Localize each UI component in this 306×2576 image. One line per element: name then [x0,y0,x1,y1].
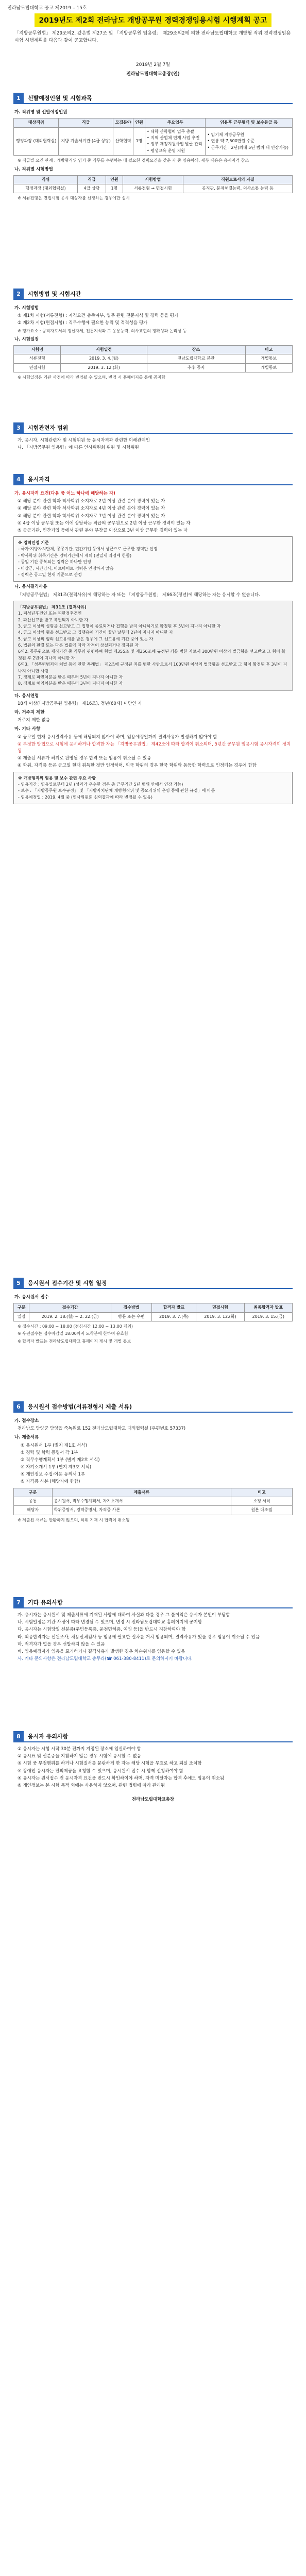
table-header: 장소 [147,346,245,354]
box-line: 「지방공무원법」 제31조 (결격사유) [18,604,87,609]
paragraph: 전라남도 담양군 담양읍 죽녹원로 152 전라남도립대학교 대외협력실 (우편번호 57337) [18,1426,186,1432]
section-7 [13,1597,293,1663]
subheading: 가. 접수장소 [14,1418,39,1423]
box-line: 1. 피성년후견인 또는 피한정후견인 [18,611,82,616]
title-area [13,13,293,27]
paragraph: ① 제1차 시험(서류전형) : 자격요건 충족여부, 업무 관련 전문지식 및 경력 등을 평가 [18,313,179,319]
table-cell: 1명 [133,127,145,156]
subheading: 가. 시험방법 [14,306,39,311]
list-item: ③ 시험 중 부정행위를 하거나 시험질서를 문란하게 한 자는 해당 시험을 무효로 하고 퇴실 조치함 [18,1761,202,1767]
section-header [13,422,293,434]
paragraph: 18세 이상(「지방공무원 임용령」 제16조), 정년(60세) 미만인 자 [18,701,142,706]
table-cell: 응시원서, 직무수행계획서, 자기소개서 [52,1497,231,1505]
box-line: - 임용예정일 : 2019. 4월 중 (인사위원회 심의결과에 따라 변경될 수 있음) [18,794,152,800]
list-item: 다. 응시자는 시험당일 신분증(주민등록증, 운전면허증, 여권 등)을 반드시 지참하여야 함 [18,1627,186,1633]
subheading: 다. 응시연령 [14,693,39,699]
list-item: ① 응시자는 시험 시작 30분 전까지 지정된 장소에 입실하여야 함 [18,1747,141,1752]
table-cell: 2019. 3. 7.(목) [151,1312,196,1321]
application-schedule-table [13,1303,293,1321]
page-title: 2019년도 제2회 전라남도 개방공무원 경력경쟁임용시험 시행계획 공고 [35,13,271,27]
table-cell: 서류전형 → 면접시험 [123,184,183,193]
box-line: 7. 징계로 파면처분을 받은 때부터 5년이 지나지 아니한 자 [18,675,123,680]
box-line: 4. 금고 이상의 형을 선고받고 그 집행유예 기간이 끝난 날부터 2년이 지나지 아니한 자 [18,630,173,635]
list-item: ⑥ 개인정보는 본 시험 목적 외에는 사용하지 않으며, 관련 법령에 따라 관리됨 [18,1783,165,1788]
table-header: 최종합격자 발표 [244,1303,292,1312]
box-line: ※ 경력인정 기준 [18,540,49,546]
box-line: - 보수 : 「지방공무원 보수규정」 및 「지방자치단체 개방형직위 및 공모직위의 운영 등에 관한 규정」에 따름 [18,788,215,793]
subheading: 라. 거주지 제한 [14,710,45,716]
intro-paragraph: 「지방공무원법」 제29조의2, 같은법 제27조 및 「지방공무원 임용령」 제29조의2에 의한 전라남도립대학교 개방형 직위 경력경쟁임용시험 시행계획을 다음과 같이 공고합니다. [14,31,291,44]
table-cell: 1명 [106,184,123,193]
subheading: 가. 응시자격 요건(다음 중 어느 하나에 해당하는 자) [14,491,115,496]
subheading: 가. 직위명 및 선발예정인원 [14,110,67,115]
list-item: 마. 적격자가 없을 경우 선발하지 않을 수 있음 [18,1641,105,1647]
section-title: 응시원서 접수방법(서류전형시 제출 서류) [28,1403,132,1410]
section-2 [13,289,293,382]
table-cell: 공직관, 문제해결능력, 의사소통 능력 등 [183,184,292,193]
table-cell: 해당자 [14,1506,53,1515]
table-header: 구분 [14,1488,53,1497]
list-item: ⑤ 개인정보 수집·이용 동의서 1부 [21,1472,86,1478]
subheading: 나. 시험일정 [14,336,39,342]
table-header: 직급 [59,118,113,127]
box-line: 6의2. 공무원으로 재직기간 중 직무와 관련하여 형법 제355조 및 제356조에 규정된 죄를 범한 자로서 300만원 이상의 벌금형을 선고받고 그 형이 확정된 후 2년이 지나지 아니한 자 [18,649,285,660]
table-header: 시험방법 [123,175,183,184]
table-header: 비고 [245,346,293,354]
section-title: 선발예정인원 및 시험과목 [28,95,92,101]
table-cell: 2019. 2. 18.(월) ~ 2. 22.(금) [29,1312,111,1321]
notice-number: 전라남도립대학교 공고 제2019 – 15호 [7,6,87,11]
box-line: 2. 파산선고를 받고 복권되지 아니한 자 [18,617,89,622]
table-cell: • 대학 산학협력 업무 총괄 • 지역 산업체 연계 사업 추진 • 정부 재정지원사업 발굴 관리 • 평생교육 운영 지원 [145,127,205,156]
section-number: 8 [13,1731,24,1741]
paragraph: ② 해당 분야 관련 학과 석사학위 소지자로 4년 이상 관련 분야 경력이 있는 자 [18,506,165,512]
paragraph: ④ 학위, 자격증 등은 공고일 현재 취득한 것만 인정하며, 외국 학위의 경우 한국 학위와 동등한 학력으로 인정되는 경우에 한함 [18,763,257,769]
section-number: 4 [13,474,24,484]
note: ※ 우편접수는 접수마감일 18:00까지 도착분에 한하여 유효함 [18,1331,129,1336]
issuing-org: 전라남도립대학교총장(인) [126,72,180,77]
table-cell: • 임기제 지방공무원 • 연봉 약 7,500만원 수준 • 근무기간 : 2년(최대 5년 범위 내 연장가능) [206,127,293,156]
table-cell: 공통 [14,1497,53,1505]
table-cell: 4급 상당 [78,184,106,193]
table-header: 주요업무 [145,118,205,127]
box-line: - 비상근, 시간강사, 아르바이트 경력은 인정하지 않음 [18,566,114,571]
note: ※ 시험일정은 기관 사정에 따라 변경될 수 있으며, 변경 시 홈페이지를 통해 공지함 [18,375,166,380]
note: ※ 서류전형은 면접시험 응시 대상자를 선정하는 경우에만 실시 [18,196,130,201]
table-cell: 방문 또는 우편 [111,1312,152,1321]
list-item: 가. 응시자는 응시원서 및 제출서류에 기재된 사항에 대하여 사실과 다를 경우 그 불이익은 응시자 본인이 부담함 [18,1613,230,1618]
paragraph: ⑤ 공공기관, 민간기업 등에서 관련 분야 부장급 이상으로 3년 이상 근무한 경력이 있는 자 [18,528,188,533]
section-number: 5 [13,1278,24,1288]
section-number: 2 [13,289,24,299]
paragraph: ② 제2차 시험(면접시험) : 직무수행에 필요한 능력 및 적격성을 평가 [18,320,148,326]
paragraph: ① 공고일 현재 응시결격사유 등에 해당되지 않아야 하며, 임용예정일까지 결격사유가 발생하지 않아야 함 [18,734,217,740]
list-item: ④ 자기소개서 1부 (별지 제3호 서식) [21,1465,92,1470]
table-cell: 개별통보 [245,354,293,363]
paragraph: ③ 제출된 서류가 허위로 판명될 경우 합격 또는 임용이 취소될 수 있음 [18,756,151,761]
paragraph: 가. 응시자, 시험관련자 및 시험위원 등 응시자격과 관련한 이해관계인 [18,438,150,443]
section-header [13,93,293,104]
section-3 [13,422,293,452]
section-header [13,289,293,300]
section-title: 응시원서 접수기간 및 시험 일정 [28,1280,107,1286]
table-header: 제출서류 [52,1488,231,1497]
table-header: 직원으로서의 자질 [183,175,292,184]
paragraph: ① 해당 분야 관련 학과 박사학위 소지자로 2년 이상 관련 분야 경력이 있는 자 [18,499,165,504]
paragraph: 나. 「지방공무원 임용령」에 따른 인사위원회 위원 및 시험위원 [18,445,139,451]
paragraph: ② 부정한 방법으로 시험에 응시하거나 합격한 자는 「지방공무원법」 제42조에 따라 합격이 취소되며, 5년간 공무원 임용시험 응시자격이 정지됨 [18,741,291,754]
box-line: - 국가·지방자치단체, 공공기관, 민간기업 등에서 상근으로 근무한 경력만 인정 [18,547,158,552]
section-title: 시험관련자 범위 [28,425,69,431]
table-header: 인원 [133,118,145,127]
box-line: - 임용기간 : 임용일로부터 2년 (성과가 우수한 경우 총 근무기간 5년 범위 안에서 연장 가능) [18,782,183,787]
section-number: 1 [13,93,24,103]
list-item: ⑤ 응시자는 원서접수 전 응시자격 요건을 반드시 확인하여야 하며, 자격 미달자는 합격 후에도 임용이 취소됨 [18,1775,225,1781]
box-line: ※ 개방형직위 임용 및 보수 관련 주요 사항 [18,775,96,781]
box-line: 3. 금고 이상의 실형을 선고받고 그 집행이 종료되거나 집행을 받지 아니하기로 확정된 후 5년이 지나지 아니한 자 [18,623,221,629]
table-header: 면접시험 [196,1303,244,1312]
subheading: 나. 제출서류 [14,1435,39,1440]
method-table [13,175,293,194]
paragraph: ③ 해당 분야 관련 학과 학사학위 소지자로 7년 이상 관련 분야 경력이 있는 자 [18,513,165,519]
table-cell: 행정과장 (대외협력실) [14,184,78,193]
list-item: ⑥ 자격증 사본 (해당자에 한함) [21,1479,80,1485]
notice-date: 2019년 2월 7일 [135,62,171,67]
section-header [13,1731,293,1742]
table-cell: 학위증명서, 경력증명서, 자격증 사본 [52,1506,231,1515]
subheading: 가. 응시원서 접수 [14,1295,49,1300]
box-line: 8. 징계로 해임처분을 받은 때부터 3년이 지나지 아니한 자 [18,681,123,686]
box-line: 6. 법원의 판결 또는 다른 법률에 따라 자격이 상실되거나 정지된 자 [18,643,139,648]
position-table [13,118,293,156]
note: ※ 접수시간 : 09:00 ~ 18:00 (점심시간 12:00 ~ 13:00 제외) [18,1324,133,1329]
table-cell: 2019. 3. 4.(월) [61,354,147,363]
note: ※ 평가요소 : 공직자로서의 정신자세, 전문지식과 그 응용능력, 의사표현의 정확성과 논리성 등 [18,328,187,333]
documents-table [13,1488,293,1515]
section-title: 시험방법 및 시험시간 [28,291,81,297]
table-cell: 2019. 3. 15.(금) [244,1312,292,1321]
table-cell: 지방 기술서기관 (4급 상당) [59,127,113,156]
subheading: 나. 응시결격사유 [14,584,47,590]
list-item: ④ 장애인 응시자는 편의제공을 요청할 수 있으며, 응시원서 접수 시 함께 신청하여야 함 [18,1768,183,1774]
table-header: 시험일정 [61,346,147,354]
table-cell: 소정 서식 [231,1497,293,1505]
subheading: 마. 기타 사항 [14,726,41,732]
table-cell: 원본 대조필 [231,1506,293,1515]
section-title: 기타 유의사항 [28,1599,63,1606]
section-number: 7 [13,1597,24,1607]
appointment-box [13,772,293,805]
table-header: 모집분야 [113,118,133,127]
table-cell: 산학협력 [113,127,133,156]
table-header: 직급 [78,175,106,184]
section-header [13,1278,293,1289]
career-criteria-box [13,536,293,582]
table-cell: 면접시험 [14,363,61,372]
note: ※ 합격자 발표는 전라남도립대학교 홈페이지 게시 및 개별 통보 [18,1338,131,1344]
section-5 [13,1278,293,1346]
table-header: 접수기간 [29,1303,111,1312]
disqualification-box [13,601,293,691]
section-header [13,1401,293,1413]
section-title: 응시자 유의사항 [28,1733,69,1740]
list-item: ② 응시표 및 신분증을 지참하지 않은 경우 시험에 응시할 수 없음 [18,1754,141,1759]
list-item: ② 경력 및 학력 증명서 각 1부 [21,1450,78,1455]
box-line: 6의3. 「성폭력범죄의 처벌 등에 관한 특례법」 제2조에 규정된 죄를 범한 사람으로서 100만원 이상의 벌금형을 선고받고 그 형이 확정된 후 3년이 지나지 아니한 사람 [18,662,287,673]
section-6 [13,1401,293,1524]
list-item: ③ 직무수행계획서 1부 (별지 제2호 서식) [21,1457,100,1463]
list-item: 사. 기타 문의사항은 전라남도립대학교 총무과(☎ 061-380-8411)로 문의하시기 바랍니다. [18,1656,193,1662]
table-header: 인원 [106,175,123,184]
list-item: ① 응시원서 1부 (별지 제1호 서식) [21,1443,87,1448]
table-cell: 2019. 3. 12.(화) [61,363,147,372]
table-cell: 2019. 3. 12.(화) [196,1312,244,1321]
table-cell: 일정 [14,1312,29,1321]
table-header: 대상직위 [14,118,59,127]
table-cell: 전남도립대학교 본관 [147,354,245,363]
section-number: 6 [13,1401,24,1412]
table-header: 구분 [14,1303,29,1312]
table-cell: 서류전형 [14,354,61,363]
table-header: 비고 [231,1488,293,1497]
table-cell: 추후 공지 [147,363,245,372]
section-8 [13,1731,293,1803]
section-4 [13,474,293,806]
table-cell: 개별통보 [245,363,293,372]
table-header: 합격자 발표 [151,1303,196,1312]
paragraph: 「지방공무원법」 제31조(결격사유)에 해당하는 자 또는 「지방공무원법」 제66조(정년)에 해당하는 자는 응시할 수 없습니다. [18,592,260,598]
list-item: 나. 시험일정은 기관 사정에 따라 변경될 수 있으며, 변경 시 전라남도립대학교 홈페이지에 공지함 [18,1620,202,1625]
section-title: 응시자격 [28,476,50,483]
table-header: 임용후 근무형태 및 보수등급 등 [206,118,293,127]
list-item: 라. 최종합격자는 신원조사, 채용신체검사 등 임용에 필요한 절차를 거쳐 임용되며, 결격사유가 있을 경우 임용이 취소될 수 있음 [18,1634,260,1640]
table-header: 시험명 [14,346,61,354]
closing-signature: 전라남도립대학교총장 [131,1797,175,1803]
box-line: - 동일 기간 중복되는 경력은 하나만 인정 [18,560,91,565]
box-line: - 박사학위 취득기간은 경력기간에서 제외 (전일제 과정에 한함) [18,553,132,558]
table-cell: 행정과장 (대외협력실) [14,127,59,156]
table-header: 접수방법 [111,1303,152,1312]
section-1 [13,93,293,203]
box-line: - 경력은 공고일 현재 기준으로 산정 [18,572,82,577]
paragraph: ④ 4급 이상 공무원 또는 이에 상당하는 직급의 공무원으로 2년 이상 근무한 경력이 있는 자 [18,520,191,526]
subheading: 나. 직위별 시험방법 [14,166,53,172]
section-header [13,1597,293,1608]
table-header: 직위 [14,175,78,184]
note: ※ 제출된 서류는 반환하지 않으며, 허위 기재 시 합격이 취소됨 [18,1517,130,1522]
note: ※ 직급별 요건 관계 : 개방형직위 임기 중 직무를 수행하는 데 필요한 경력요건을 갖춘 자 중 임용하되, 세부 내용은 응시자격 참조 [18,158,249,163]
box-line: 5. 금고 이상의 형의 선고유예를 받은 경우에 그 선고유예 기간 중에 있는 자 [18,636,154,641]
list-item: 바. 임용예정자가 임용을 포기하거나 결격사유가 발생한 경우 차순위자를 임용할 수 있음 [18,1649,185,1654]
section-header [13,474,293,485]
section-number: 3 [13,422,24,433]
paragraph: 거주지 제한 없음 [18,718,50,723]
schedule-table [13,345,293,372]
